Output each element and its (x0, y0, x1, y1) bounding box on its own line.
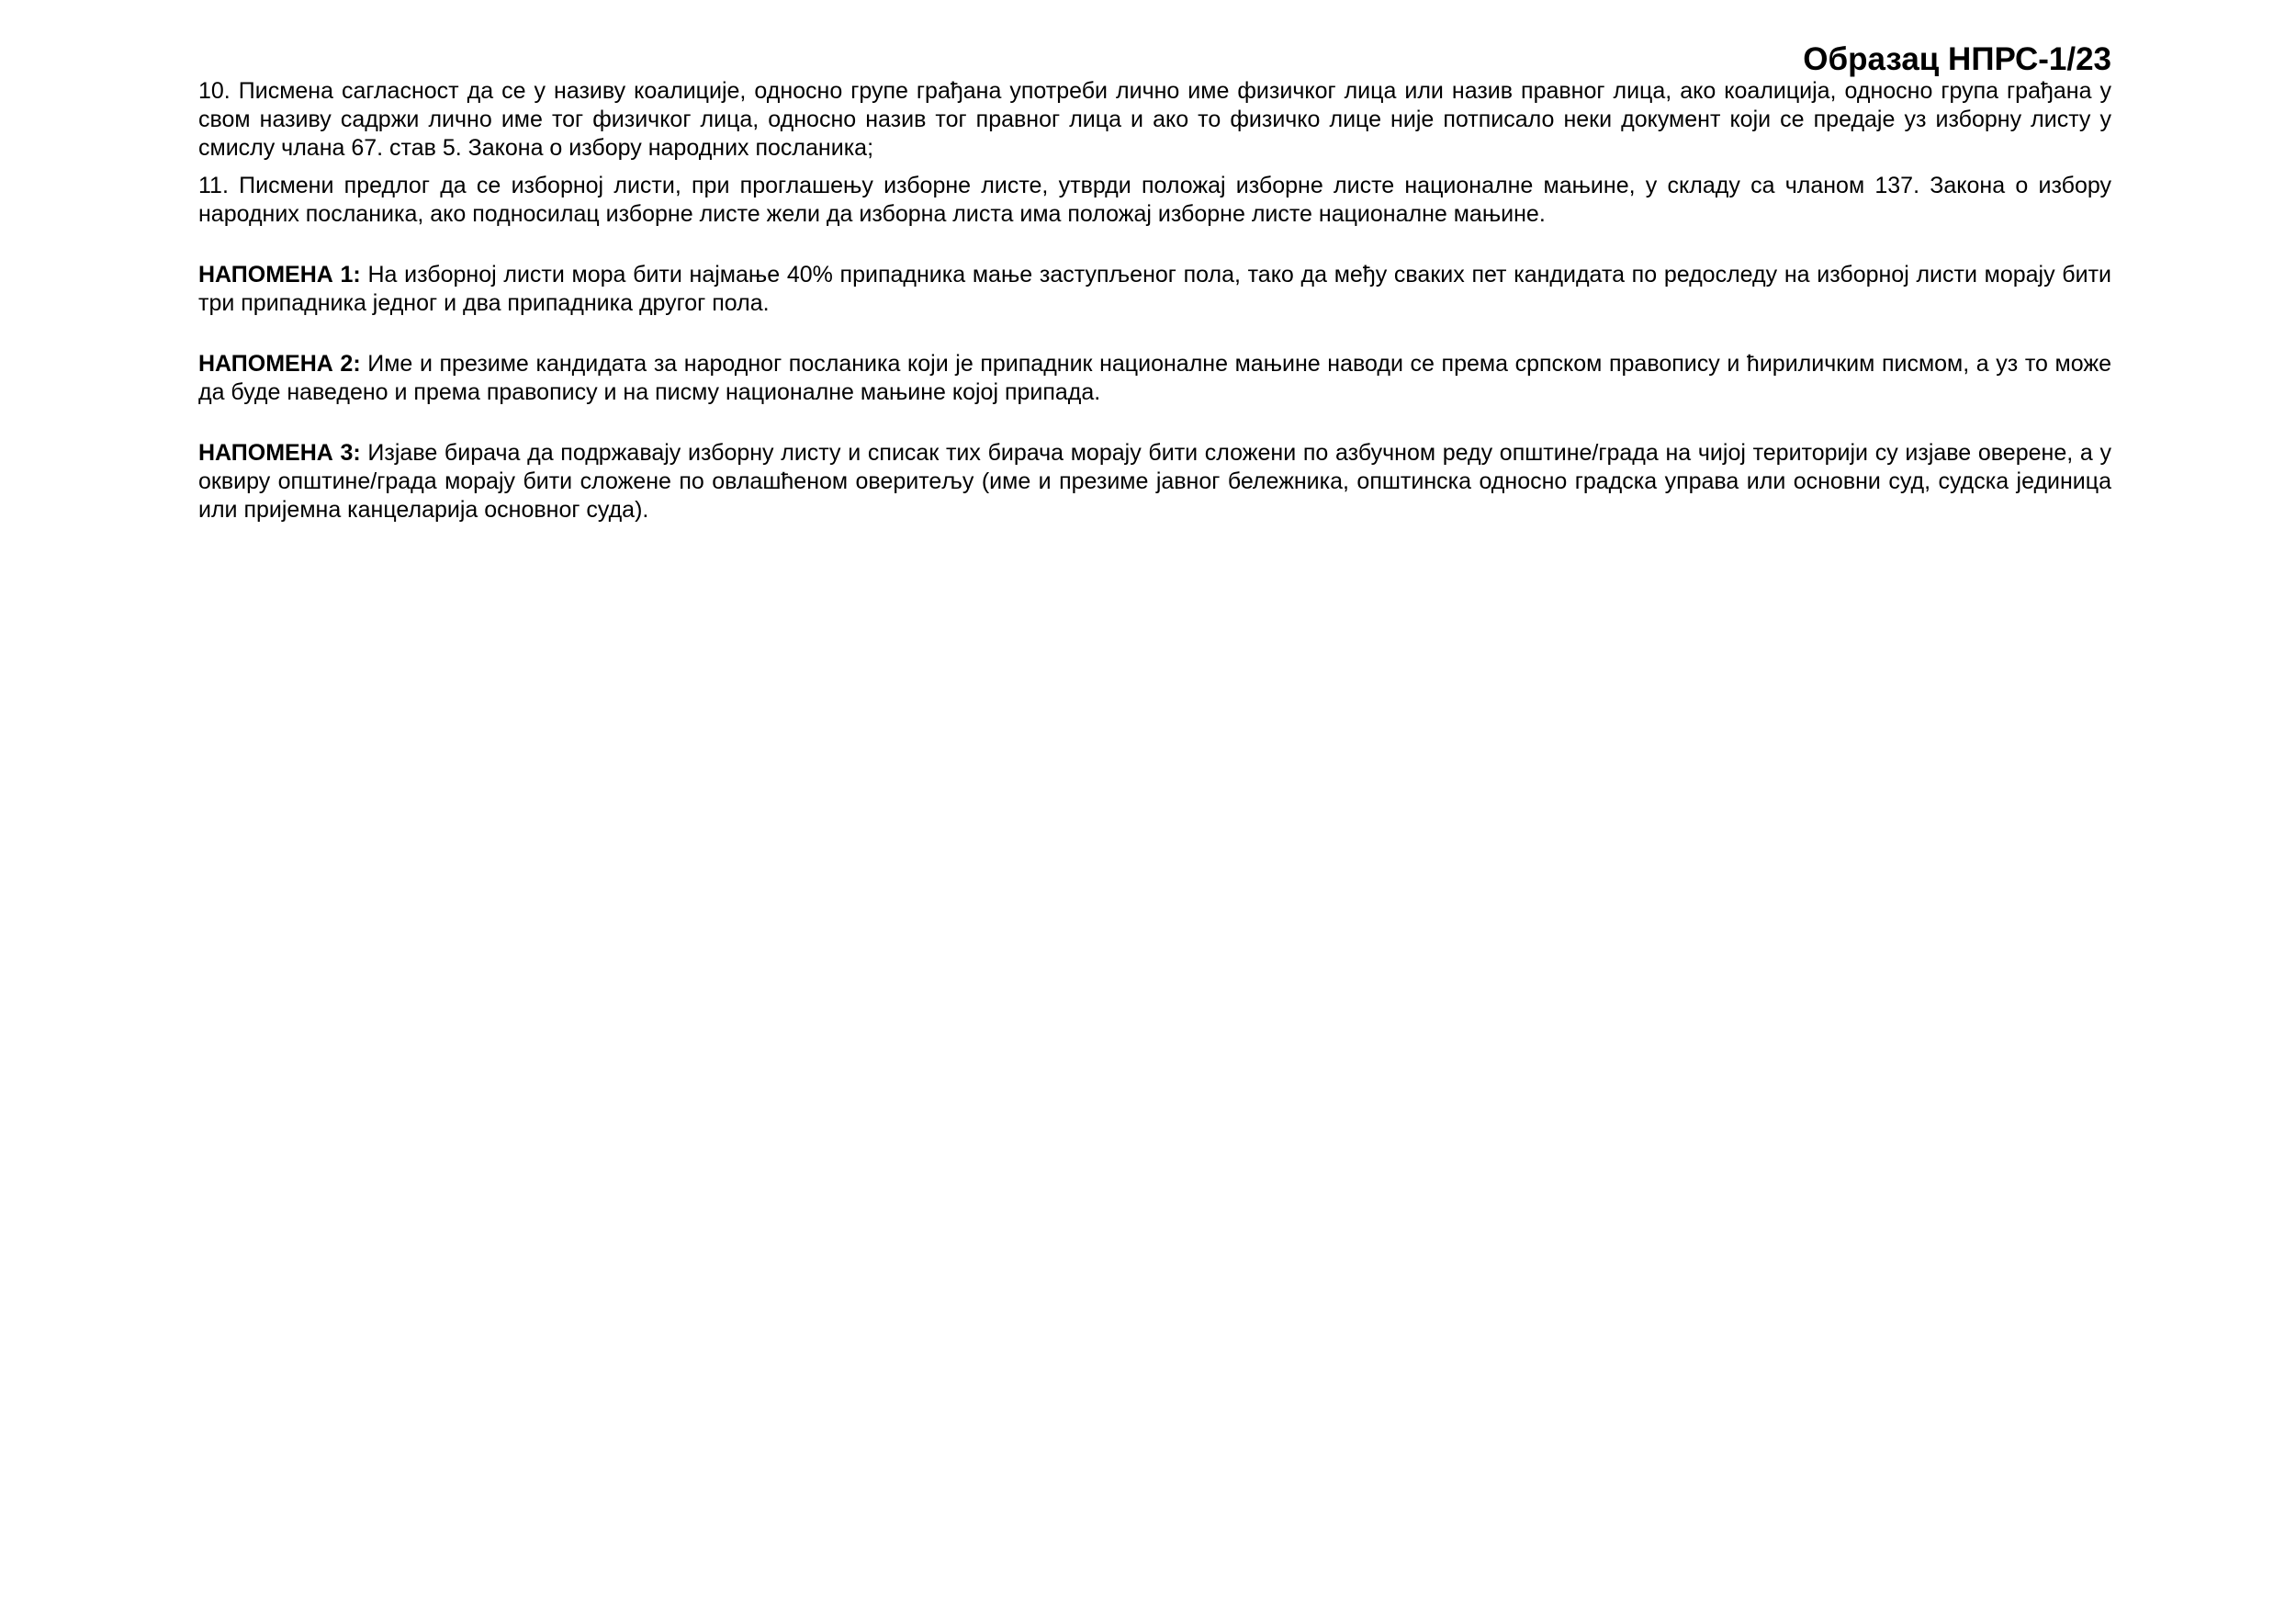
note-1-label: НАПОМЕНА 1: (198, 262, 361, 288)
document-body (198, 77, 2111, 524)
form-code-header: Образац НПРС-1/23 (1803, 41, 2111, 77)
note-1-text: На изборној листи мора бити најмање 40% припадника мање заступљеног пола, тако да међу сваких пет кандидата по редоследу на изборној листи морају бити три припадника једног и два припадника другог пола. (198, 262, 2111, 316)
note-3 (198, 439, 2111, 524)
document-page (198, 0, 2111, 1624)
note-3-label: НАПОМЕНА 3: (198, 440, 361, 466)
list-item-11: 11. Писмени предлог да се изборној листи, при проглашењу изборне листе, утврди положај изборне листе националне мањине, у складу са чланом 137. Закона о избору народних посланика, ако подносилац изборне листе жели да изборна листа има положај изборне листе националне мањине. (198, 173, 2111, 227)
note-2-text: Име и презиме кандидата за народног посланика који је припадник националне мањине наводи се према српском правопису и ћириличким писмом, а уз то може да буде наведено и према правопису и на писму националне мањине којој припада. (198, 351, 2111, 405)
note-2 (198, 350, 2111, 407)
note-2-label: НАПОМЕНА 2: (198, 351, 361, 377)
note-1 (198, 261, 2111, 318)
list-item-10: 10. Писмена сагласност да се у називу коалиције, односно групе грађана употреби лично име физичког лица или назив правног лица, ако коалиција, односно група грађана у свом називу садржи лично име тог физичког лица, односно назив тог правног лица и ако то физичко лице није потписало неки документ који се предаје уз изборну листу у смислу члана 67. став 5. Закона о избору народних посланика; (198, 78, 2111, 161)
note-3-text: Изјаве бирача да подржавају изборну листу и списак тих бирача морају бити сложени по азбучном реду општине/града на чијој територији су изјаве оверене, а у оквиру општине/града морају бити сложене по овлашћеном оверитељу (име и презиме јавног бележника, општинска односно градска управа или основни суд, судска јединица или пријемна канцеларија основног суда). (198, 440, 2111, 523)
